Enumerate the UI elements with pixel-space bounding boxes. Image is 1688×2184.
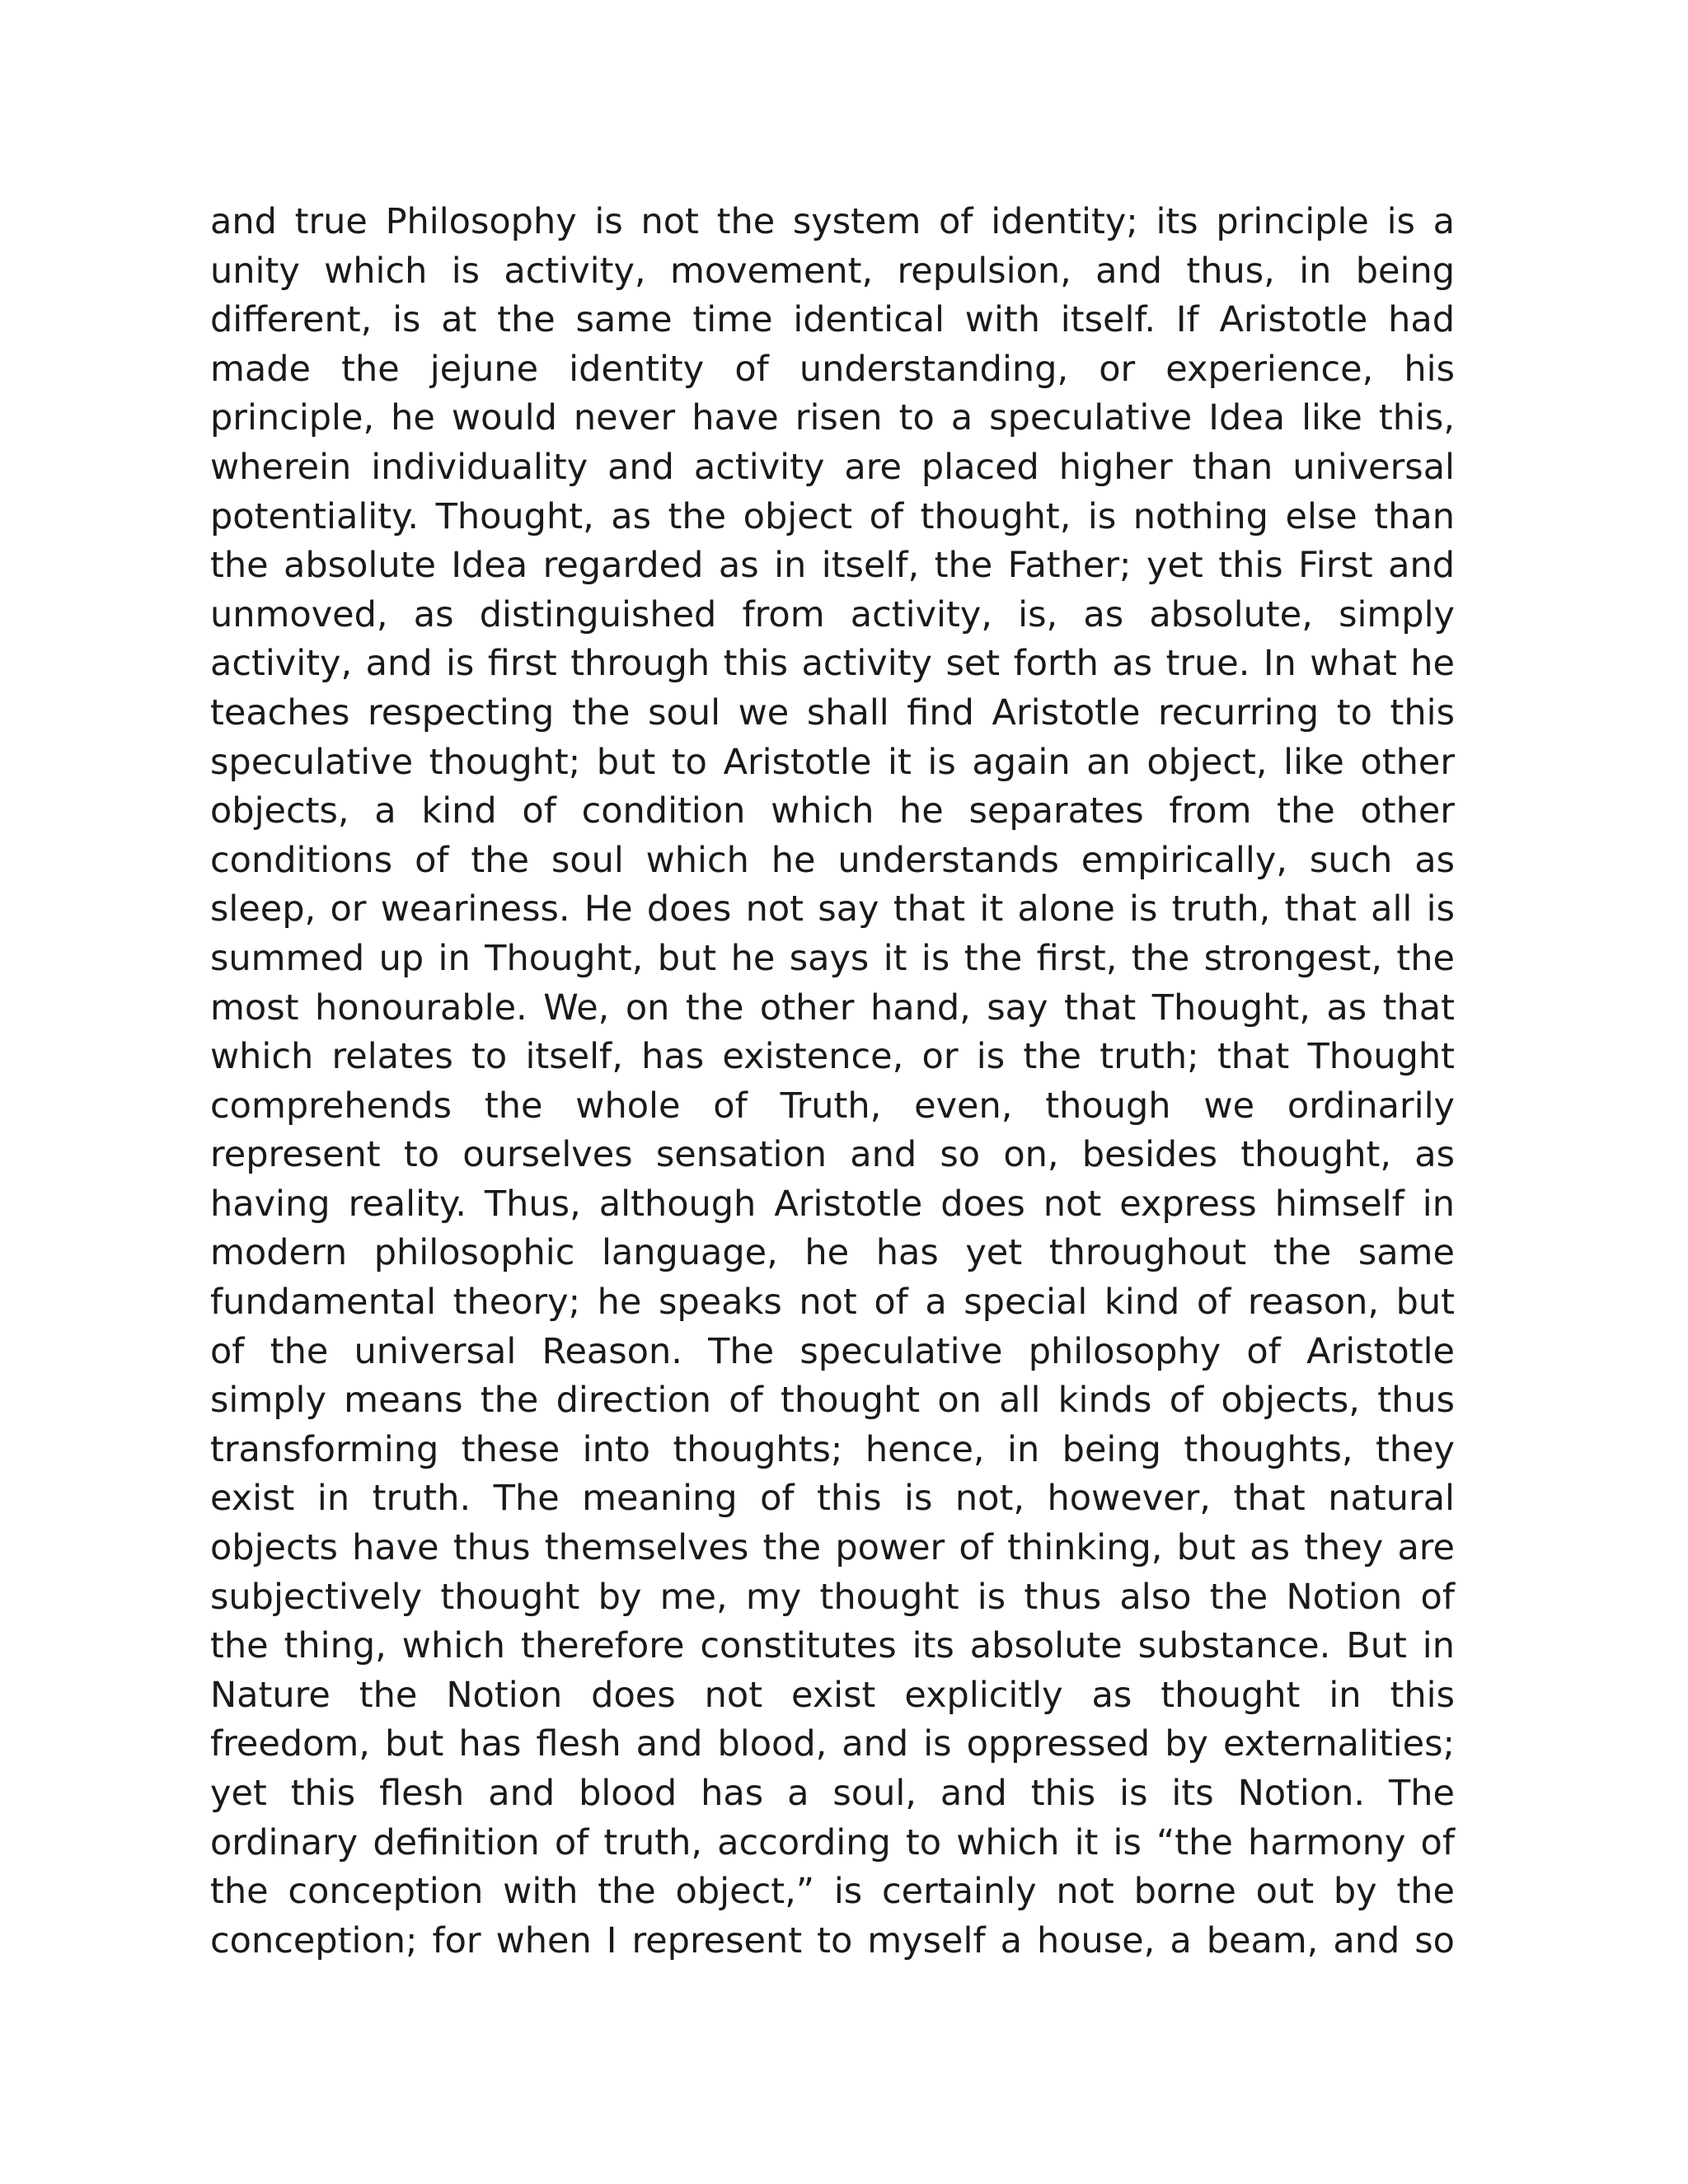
text-line: represent to ourselves sensation and so on, besides thought, as	[210, 1134, 1455, 1176]
text-line: unmoved, as distinguished from activity, is, as absolute, simply	[210, 593, 1455, 635]
text-line: and true Philosophy is not the system of identity; its principle is a	[210, 201, 1455, 242]
text-line: speculative thought; but to Aristotle it is again an object, like other	[210, 741, 1455, 783]
text-line: most honourable. We, on the other hand, say that Thought, as that	[210, 987, 1455, 1029]
text-line: sleep, or weariness. He does not say that it alone is truth, that all is	[210, 888, 1455, 930]
text-line: different, is at the same time identical with itself. If Aristotle had	[210, 299, 1455, 341]
text-line: freedom, but has flesh and blood, and is oppressed by externalities;	[210, 1723, 1455, 1765]
text-line: ordinary definition of truth, according to which it is “the harmony of	[210, 1821, 1455, 1863]
text-line: conception; for when I represent to myself a house, a beam, and so	[210, 1919, 1455, 1961]
text-line: having reality. Thus, although Aristotle does not express himself in	[210, 1183, 1455, 1225]
text-line: conditions of the soul which he understands empirically, such as	[210, 839, 1455, 881]
text-line: simply means the direction of thought on all kinds of objects, thus	[210, 1380, 1455, 1422]
text-line: Nature the Notion does not exist explicitly as thought in this	[210, 1674, 1455, 1716]
text-line: the absolute Idea regarded as in itself, the Father; yet this First and	[210, 545, 1455, 587]
body-text	[210, 198, 1455, 1966]
text-line: objects have thus themselves the power of thinking, but as they are	[210, 1527, 1455, 1569]
text-line: principle, he would never have risen to a speculative Idea like this,	[210, 397, 1455, 439]
text-line: which relates to itself, has existence, or is the truth; that Thought	[210, 1036, 1455, 1078]
text-line: wherein individuality and activity are placed higher than universal	[210, 446, 1455, 488]
text-line: comprehends the whole of Truth, even, though we ordinarily	[210, 1085, 1455, 1127]
text-line: teaches respecting the soul we shall find Aristotle recurring to this	[210, 691, 1455, 733]
text-line: made the jejune identity of understanding, or experience, his	[210, 348, 1455, 390]
text-line: exist in truth. The meaning of this is not, however, that natural	[210, 1478, 1455, 1520]
text-line: unity which is activity, movement, repulsion, and thus, in being	[210, 250, 1455, 292]
text-line: the thing, which therefore constitutes its absolute substance. But in	[210, 1625, 1455, 1667]
text-line: subjectively thought by me, my thought is thus also the Notion of	[210, 1576, 1455, 1618]
text-line: of the universal Reason. The speculative philosophy of Aristotle	[210, 1330, 1455, 1372]
text-line: potentiality. Thought, as the object of thought, is nothing else than	[210, 495, 1455, 537]
text-line: fundamental theory; he speaks not of a special kind of reason, but	[210, 1282, 1455, 1324]
text-line: summed up in Thought, but he says it is the first, the strongest, the	[210, 937, 1455, 979]
text-line: the conception with the object,” is certainly not borne out by the	[210, 1871, 1455, 1913]
text-line: modern philosophic language, he has yet throughout the same	[210, 1232, 1455, 1274]
text-line: activity, and is first through this activity set forth as true. In what he	[210, 643, 1455, 685]
text-line: transforming these into thoughts; hence, in being thoughts, they	[210, 1428, 1455, 1470]
text-line: objects, a kind of condition which he separates from the other	[210, 790, 1455, 832]
text-line: yet this flesh and blood has a soul, and this is its Notion. The	[210, 1773, 1455, 1814]
